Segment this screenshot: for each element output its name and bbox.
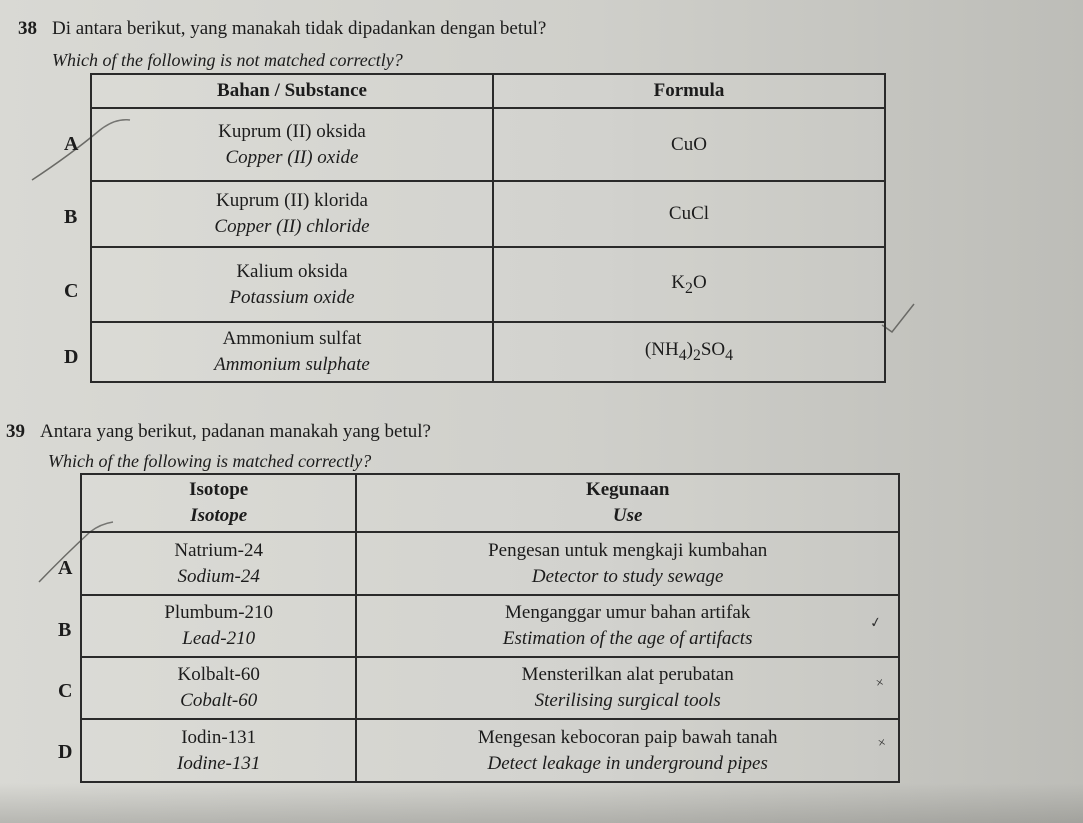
formula-cell: CuO (493, 108, 885, 181)
substance-cell: Kalium oksida Potassium oxide (91, 247, 493, 322)
q39-option-d[interactable]: D (58, 741, 73, 763)
isotope-cell: Iodin-131 Iodine-131 (81, 719, 356, 782)
isotope-cell: Natrium-24 Sodium-24 (81, 532, 356, 595)
table-row (91, 322, 885, 382)
table-row (91, 108, 885, 181)
q39-option-a[interactable]: A (58, 557, 73, 579)
q38-header-substance: Bahan / Substance (91, 74, 493, 108)
q38-option-d[interactable]: D (64, 346, 79, 368)
table-row (81, 595, 899, 657)
q39-table (80, 473, 900, 783)
question-39-text-en: Which of the following is matched correctly? (48, 451, 372, 471)
formula-cell: CuCl (493, 181, 885, 247)
q39-option-c[interactable]: C (58, 680, 73, 702)
use-cell: Pengesan untuk mengkaji kumbahan Detector to study sewage (356, 532, 899, 595)
formula-cell: $(NH_4)_2SO_4$ (493, 322, 885, 382)
question-38-text-en: Which of the following is not matched correctly? (52, 50, 403, 70)
pencil-mark (880, 300, 920, 340)
photo-shadow (0, 783, 1083, 823)
q38-option-b[interactable]: B (64, 206, 78, 228)
table-row (91, 247, 885, 322)
isotope-cell: Plumbum-210 Lead-210 (81, 595, 356, 657)
substance-cell: Kuprum (II) oksida Copper (II) oxide (91, 108, 493, 181)
q39-header-use: Kegunaan Use (356, 474, 899, 532)
table-row (91, 181, 885, 247)
table-row (81, 532, 899, 595)
table-row (81, 657, 899, 719)
q38-option-a[interactable]: A (64, 133, 79, 155)
q39-option-b[interactable]: B (58, 619, 72, 641)
q38-header-formula: Formula (493, 74, 885, 108)
question-39-number: 39 (6, 421, 25, 442)
table-row (81, 719, 899, 782)
question-39-text-ms: Antara yang berikut, padanan manakah yang betul? (40, 421, 431, 442)
pencil-cross-mark: × (874, 675, 886, 692)
q38-option-c[interactable]: C (64, 280, 79, 302)
pencil-cross-mark: × (876, 735, 888, 752)
substance-cell: Kuprum (II) klorida Copper (II) chloride (91, 181, 493, 247)
question-38-number: 38 (18, 18, 37, 39)
q38-table (90, 73, 886, 383)
pencil-tick-mark: ✓ (868, 615, 883, 632)
question-38-text-ms: Di antara berikut, yang manakah tidak dipadankan dengan betul? (52, 18, 547, 39)
isotope-cell: Kolbalt-60 Cobalt-60 (81, 657, 356, 719)
use-cell: Mensterilkan alat perubatan Sterilising surgical tools (356, 657, 899, 719)
q39-header-isotope: Isotope Isotope (81, 474, 356, 532)
formula-cell: $K_2O$ (493, 247, 885, 322)
use-cell: Menganggar umur bahan artifak Estimation of the age of artifacts (356, 595, 899, 657)
substance-cell: Ammonium sulfat Ammonium sulphate (91, 322, 493, 382)
use-cell: Mengesan kebocoran paip bawah tanah Detect leakage in underground pipes (356, 719, 899, 782)
